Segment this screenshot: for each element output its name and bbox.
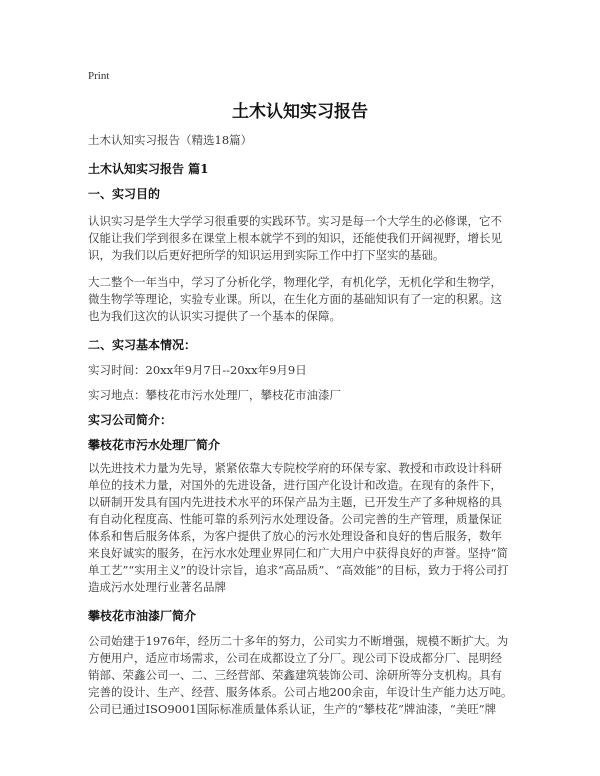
document-body <box>88 132 513 718</box>
part-heading: 土木认知实习报告 篇1 <box>88 162 209 176</box>
company-intro-heading: 实习公司简介： <box>88 413 173 427</box>
internship-time: 实习时间：20xx年9月7日--20xx年9月9日 <box>88 363 307 377</box>
section-heading-purpose: 一、实习目的 <box>88 187 161 201</box>
print-link[interactable]: Print <box>88 70 110 82</box>
paragraph-purpose-1: 认识实习是学生大学学习很重要的实践环节。实习是每一个大学生的必修课，它不仅能让我们学到很多在课堂上根本就学不到的知识，还能使我们开阔视野，增长见识，为我们以后更好把所学的知识运用到实际工作中打下坚实的基础。 <box>88 214 502 262</box>
company1-paragraph: 以先进技术力量为先导，紧紧依靠大专院校学府的环保专家、教授和市政设计科研单位的技术力量，对国外的先进设备，进行国产化设计和改造。在现有的条件下，以研制开发具有国内先进技术水平的环保产品为主题，已开发生产了多种规格的具有自动化程度高、性能可靠的系列污水处理设备。公司完善的生产管理，质量保证体系和售后服务体系，为客户提供了放心的污水处理设备和良好的售后服务，数年来良好诚实的服务，在污水水处理业界同仁和广大用户中获得良好的声誉。坚持“简单工艺”“实用主义”的设计宗旨，追求“高品质”、“高效能”的目标，致力于将公司打造成污水处理行业著名品牌 <box>88 461 509 594</box>
company1-heading: 攀枝花市污水处理厂简介 <box>88 438 221 452</box>
company2-paragraph: 公司始建于1976年，经历二十多年的努力，公司实力不断增强，规模不断扩大。为方便用户，适应市场需求，公司在成都设立了分厂。现公司下设成都分厂、昆明经销部、荣鑫公司一、二、三经营部、荣鑫建筑装饰公司、涂研所等分支机构。具有完善的设计、生产、经营、服务体系。公司占地200余亩，年设计生产能力达万吨。公司已通过ISO9001国际标准质量体系认证，生产的“攀枝花”牌油漆，“美旺”牌 <box>88 634 513 716</box>
subtitle: 土木认知实习报告（精选18篇） <box>88 133 253 147</box>
internship-place: 实习地点：攀枝花市污水处理厂，攀枝花市油漆厂 <box>88 388 341 402</box>
section-heading-situation: 二、实习基本情况： <box>88 338 197 352</box>
page-title: 土木认知实习报告 <box>232 102 368 122</box>
paragraph-purpose-2: 大二整个一年当中，学习了分析化学，物理化学，有机化学，无机化学和生物学，微生物学等理论，实验专业课。所以，在生化方面的基础知识有了一定的积累。这也为我们这次的认识实习提供了一个基本的保障。 <box>88 275 502 323</box>
company2-heading: 攀枝花市油漆厂简介 <box>88 609 197 623</box>
